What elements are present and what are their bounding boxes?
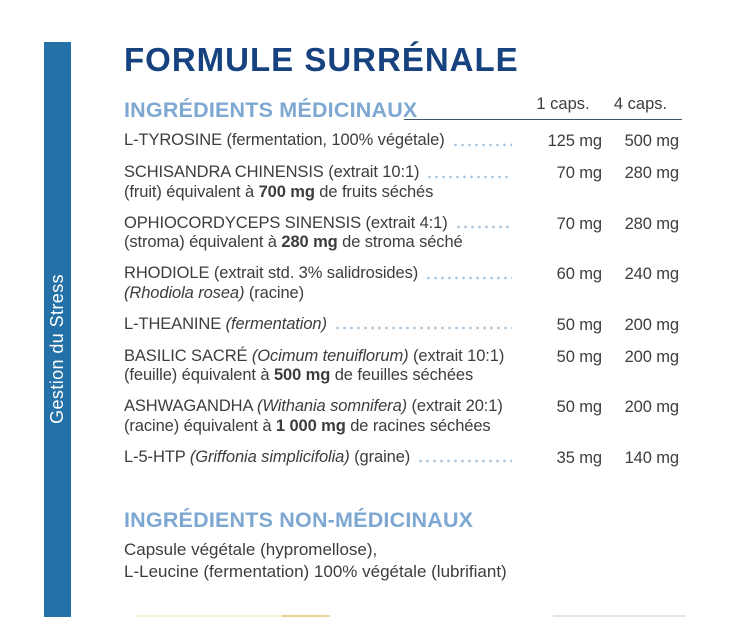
text-segment: BASILIC SACRÉ [124,346,252,365]
text-segment: L-5-HTP [124,447,190,466]
text-segment: (Ocimum tenuiflorum) [251,346,409,365]
ingredient-line [124,163,524,183]
ingredient-text [124,264,524,303]
ingredient-line [124,448,524,468]
ingredient-line [124,315,524,335]
text-segment: (fermentation) [225,314,327,333]
dose-1caps: 70 mg [556,214,602,233]
col-header-1caps: 1 caps. [536,95,590,113]
ingredient-subline [124,284,524,304]
ingredient-line [124,131,524,151]
text-segment: de fruits séchés [314,182,434,201]
category-label: Gestion du Stress [47,273,67,424]
dose-column-headers [524,95,682,114]
ingredient-name [124,315,327,335]
ingredient-row [124,214,682,253]
text-segment: 500 mg [273,366,331,384]
ingredient-subline [124,233,524,253]
ingredient-row [124,131,682,152]
ingredient-subline [124,183,524,203]
text-segment: L-THEANINE [124,314,226,333]
ingredient-text [124,163,524,202]
text-segment: (feuille) équivalent à [124,366,274,384]
ingredient-text [124,315,524,335]
ingredient-name [124,163,419,183]
non-medicinal-section [124,508,682,583]
text-segment: (extrait 20:1) [407,397,503,415]
dose-4caps: 200 mg [624,347,679,366]
text-segment: SCHISANDRA CHINENSIS (extrait 10:1) [124,163,420,181]
dose-4caps: 280 mg [624,164,679,182]
text-segment: ASHWAGANDHA [124,397,257,415]
dose-1caps: 70 mg [556,164,602,182]
dose-4caps: 500 mg [624,132,679,150]
ingredient-text [124,347,524,386]
ingredient-text [124,448,524,468]
text-segment: (graine) [349,447,411,466]
header-rule [404,119,682,120]
text-segment: L-TYROSINE (fermentation, 100% végétale) [124,131,445,149]
dot-leader [334,325,512,331]
ingredient-line [124,347,524,367]
dot-leader [425,275,512,281]
text-segment: (extrait 10:1) [408,346,505,365]
category-sidebar [44,42,71,617]
ingredient-line [124,264,524,284]
medicinal-header [124,96,682,120]
ingredient-name [124,264,418,284]
text-segment: (fruit) équivalent à [124,182,259,201]
ingredient-text [124,131,524,151]
dose-4caps: 240 mg [624,265,679,283]
non-medicinal-ingredients [124,539,682,583]
page-title: FORMULE SURRÉNALE [124,41,519,78]
text-segment: 700 mg [258,182,315,201]
ingredient-line [124,397,524,417]
text-segment: de stroma séché [337,233,463,251]
dose-4caps: 140 mg [624,448,679,467]
dose-1caps: 60 mg [556,265,602,283]
ingredient-row [124,315,682,336]
non-medicinal-line: L-Leucine (fermentation) 100% végétale (lubrifiant) [124,562,507,581]
text-segment: (Griffonia simplicifolia) [189,447,350,466]
ingredient-subline [124,366,524,386]
ingredient-row [124,397,682,436]
non-medicinal-section-title: INGRÉDIENTS NON-MÉDICINAUX [124,508,474,532]
text-segment: 1 000 mg [275,416,346,435]
text-segment: (Withania somnifera) [256,397,408,415]
ingredient-rows [124,131,682,468]
dot-leader [426,174,512,180]
text-segment: (Rhodiola rosea) [124,283,245,302]
col-header-4caps: 4 caps. [613,95,668,113]
text-segment: (stroma) équivalent à [124,233,282,251]
ingredient-text [124,397,524,436]
ingredient-name [124,448,410,468]
ingredient-name [124,397,503,417]
dot-leader [417,458,512,464]
ingredient-row [124,448,682,469]
text-segment: OPHIOCORDYCEPS SINENSIS (extrait 4:1) [124,213,448,232]
ingredient-row [124,264,682,303]
dose-4caps: 200 mg [624,315,679,334]
ingredient-subline [124,417,524,437]
ingredient-row [124,347,682,386]
dose-4caps: 280 mg [624,214,679,233]
ingredient-text [124,214,524,253]
dose-4caps: 200 mg [624,398,679,416]
dose-1caps: 125 mg [547,132,602,150]
text-segment: de racines séchées [345,416,491,435]
ingredient-name [124,347,504,367]
text-segment: (racine) [244,283,305,302]
dose-1caps: 50 mg [556,398,602,416]
medicinal-section-title: INGRÉDIENTS MÉDICINAUX [124,98,418,122]
dot-leader [455,224,512,230]
dot-leader [452,142,512,148]
text-segment: 280 mg [281,233,338,251]
dose-1caps: 50 mg [556,347,602,366]
dose-1caps: 35 mg [556,448,602,467]
non-medicinal-line: Capsule végétale (hypromellose), [124,540,378,559]
ingredient-row [124,163,682,202]
text-segment: de feuilles séchées [330,366,474,384]
dose-1caps: 50 mg [556,315,602,334]
text-segment: (racine) équivalent à [124,416,276,435]
ingredient-name [124,214,448,234]
ingredient-name [124,131,445,151]
ingredient-line [124,214,524,234]
label-content [124,43,682,583]
text-segment: RHODIOLE (extrait std. 3% salidrosides) [124,264,419,282]
